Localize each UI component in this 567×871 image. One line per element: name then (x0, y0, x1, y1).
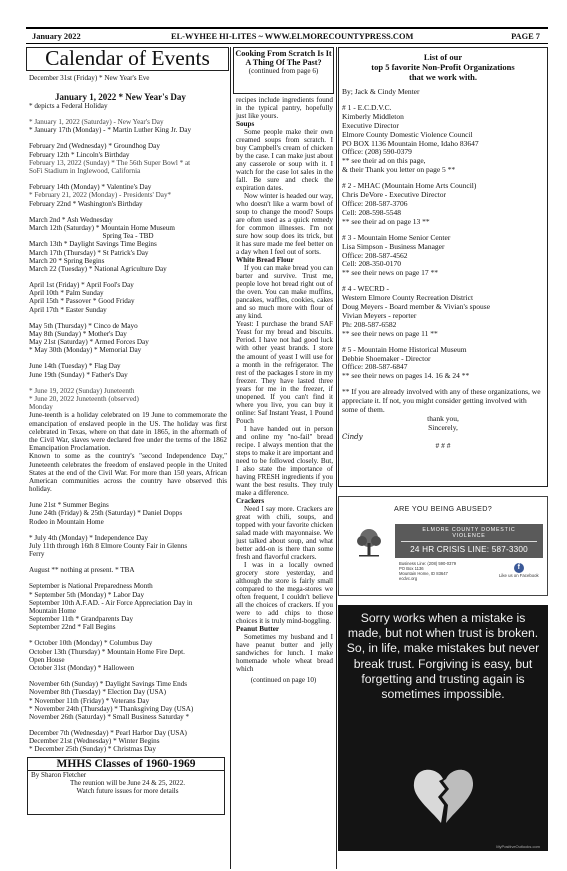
continued-on: (continued on page 10) (250, 676, 317, 685)
calendar-entry: March 12th (Saturday) * Mountain Home Museum (29, 223, 175, 232)
calendar-entry: June 14th (Tuesday) * Flag Day (29, 362, 121, 371)
column-divider (336, 47, 337, 869)
nonprofit-entry: Debbie Shoemaker - Director (342, 353, 431, 363)
address: Mountain Home, ID 83647 (399, 571, 448, 576)
org-name: ELMORE COUNTY DOMESTIC (422, 527, 516, 533)
right-column (338, 47, 548, 871)
nonprofit-entry: Executive Director (342, 120, 399, 130)
calendar-entry: May 21st (Saturday) * Armed Forces Day (29, 338, 149, 347)
calendar-entry: April 1st (Friday) * April Fool's Day (29, 281, 134, 289)
facebook-icon: f (514, 563, 524, 573)
calendar-entry: * June 20, 2022 Juneteenth (observed) (29, 394, 139, 403)
nonprofit-entry: ** see their ad on this page, (342, 156, 426, 166)
calendar-entry: * October 10th (Monday) * Columbus Day (29, 639, 153, 648)
calendar-entry: * January 1, 2022 (Saturday) - New Year's Day (29, 118, 164, 127)
nonprofit-entry: # # # (435, 440, 451, 450)
spacer (29, 721, 227, 729)
article-paragraph: Now winter is headed our way, who doesn't like a warm bowl of soup to change the mood? Soups are often used as a quick remedy for common illnesses. I'm not sure how soup does its trick, but it has sure made me feel better on a day when I feel out of sorts. (236, 192, 333, 257)
nonprofit-entry: Cell: 208-598-5548 (342, 207, 401, 217)
nonprofit-entry: Lisa Simpson - Business Manager (342, 241, 445, 251)
column-divider (230, 47, 231, 869)
calendar-entry: June 19th (Sunday) * Father's Day (29, 370, 128, 379)
nonprofit-entry: ** see their news on page 11 ** (342, 328, 438, 338)
spacer (29, 135, 227, 143)
mhhs-line: The reunion will be June 24 & 25, 2022. (69, 778, 186, 787)
nonprofit-title: that we work with. (409, 72, 477, 82)
calendar-entry: December 31st (Friday) * New Year's Eve (29, 74, 150, 82)
nonprofit-entry: Doug Meyers - Board member & Vivian's spouse (342, 302, 491, 312)
calendar-entry: May 8th (Sunday) * Mother's Day (29, 329, 127, 338)
nonprofit-title: top 5 favorite Non-Profit Organizations (371, 62, 515, 72)
calendar-entry: Ferry (29, 550, 45, 559)
article-paragraph: Need I say more. Crackers are great with chili, soups, and topped with your favorite chicken salad made with mayonnaise. We just talked about soup, and what better add-on is there than some fresh and flavorful crackers. (236, 504, 333, 561)
nonprofit-entry: Office: 208-587-6847 (342, 362, 408, 372)
nonprofit-entry: Chris DeVore - Executive Director (342, 190, 446, 200)
calendar-entry: May 5th (Thursday) * Cinco de Mayo (29, 321, 138, 330)
calendar-entry: * February 21, 2022 (Monday) - Presidents' Day* (29, 191, 172, 200)
calendar-entry: Known to some as the country's "second Independence Day," Juneteenth celebrates the freedom of enslaved people in the United States at the end of the Civil War. For more than 150 years, African American communities across the country have observed this holiday. (29, 452, 227, 494)
calendar-entry: June 24th (Friday) & 25th (Saturday) * Daniel Dopps (29, 509, 183, 518)
nonprofit-byline: By; Jack & Cindy Menter (342, 87, 420, 96)
calendar-entry: January 1, 2022 * New Year's Day (55, 92, 186, 103)
nonprofit-entry: Cindy (342, 432, 363, 441)
nonprofit-entry: Kimberly Middleton (342, 111, 404, 121)
calendar-entry: November 6th (Sunday) * Daylight Savings Time Ends (29, 680, 188, 689)
nonprofit-list (342, 97, 544, 451)
calendar-title: Calendar of Events (26, 47, 229, 71)
spacer (29, 208, 227, 216)
nonprofit-entry: PO BOX 1136 Mountain Home, Idaho 83647 (342, 138, 479, 148)
spacer (29, 175, 227, 183)
nonprofit-entry: thank you, (427, 414, 459, 423)
nonprofit-entry: Vivian Meyers - reporter (342, 310, 417, 320)
calendar-entry: Mountain Home (29, 606, 77, 615)
spacer (29, 574, 227, 582)
continued-from: (continued from page 6) (248, 67, 319, 75)
cooking-column (233, 47, 334, 869)
nonprofit-entry: ** see their news on page 17 ** (342, 268, 439, 278)
facebook-block (499, 563, 539, 578)
calendar-entry: December 7th (Wednesday) * Pearl Harbor Day (USA) (29, 729, 187, 738)
calendar-entry: October 31st (Monday) * Halloween (29, 664, 135, 673)
calendar-entry: * November 24th (Thursday) * Thanksgiving Day (USA) (29, 704, 194, 713)
business-line: Business Line: (208) 590-0379 (399, 561, 457, 566)
calendar-entry: February 2nd (Wednesday) * Groundhog Day (29, 142, 160, 151)
tree-logo-icon (351, 525, 387, 561)
calendar-entry: * November 11th (Friday) * Veterans Day (29, 696, 150, 705)
calendar-entry: SoFi Stadium in Inglewood, California (29, 167, 141, 176)
calendar-entry: Open House (29, 655, 65, 664)
spacer (29, 314, 227, 322)
publication-title: EL-WYHEE HI-LITES ~ WWW.ELMORECOUNTYPRESS.COM (171, 32, 414, 41)
broken-heart-icon (410, 765, 476, 827)
issue-date: January 2022 (32, 32, 81, 41)
calendar-entry: March 20 * Spring Begins (29, 256, 105, 265)
nonprofit-entry: ** If you are already involved with any of these organizations, we appreciate it. If not, you might consider getting involved with some of them. (342, 387, 541, 415)
article-paragraph: Yeast: I purchase the brand SAF Yeast for my bread and biscuits. Period. I have not had good luck with other yeast brands. I store the amount of yeast I will use for a month in the refrigerator. The rest of the packages I store in my freezer. They have lasted three years for me in the freezer, if unopened. If you can't find it where you live, you can buy it online: Saf Instant Yeast, 1 Pound Pouch (236, 320, 333, 425)
spacer (29, 672, 227, 680)
calendar-column (26, 47, 229, 867)
calendar-entry: July 11th through 16th 8 Elmore County Fair in Glenns (29, 541, 188, 550)
mhhs-title: MHHS Classes of 1960-1969 (28, 758, 224, 771)
nonprofit-entry: Office: 208-587-3706 (342, 198, 408, 208)
org-name: VIOLENCE (401, 533, 537, 542)
nonprofit-entry: & their Thank you letter on page 5 ** (342, 165, 456, 175)
article-paragraph: I have handed out in person and online my "no-fail" bread recipe. I always mention that the steps to make it are important and need to be followed closely. But, I also state the importance of having FRESH ingredients if you want the best results. They truly make a difference. (236, 424, 333, 497)
calendar-entry: * June 19, 2022 (Sunday) Juneteenth (29, 386, 135, 395)
calendar-entry: Rodeo in Mountain Home (29, 517, 104, 526)
contact-info (399, 561, 456, 581)
nonprofit-entry: Office: 208-587-4562 (342, 250, 408, 260)
article-paragraph: I was in a locally owned grocery store yesterday, and although the store is fairly small compared to the mega-stores we often frequent, I couldn't believe all the choices of crackers. If you were to add chips to those choices it is truly mind-boggling. (236, 560, 333, 626)
mhhs-reunion-box (27, 757, 225, 815)
calendar-entry: * January 17th (Monday) - * Martin Luther King Jr. Day (29, 126, 192, 135)
calendar-entry: March 2nd * Ash Wednesday (29, 215, 113, 224)
page-header (26, 27, 548, 44)
article-paragraph: Soups (236, 120, 255, 129)
calendar-entry: April 17th * Easter Sunday (29, 305, 107, 314)
calendar-entry: * July 4th (Monday) * Independence Day (29, 533, 148, 542)
calendar-entry: April 15th * Passover * Good Friday (29, 297, 135, 306)
nonprofit-entry: # 5 - Mountain Home Historical Museum (342, 344, 467, 354)
calendar-entry: * depicts a Federal Holiday (29, 102, 108, 111)
cooking-article-body (233, 94, 334, 673)
spacer (29, 82, 227, 90)
calendar-entry: September 11th * Grandparents Day (29, 615, 134, 624)
calendar-entry: February 22nd * Washington's Birthday (29, 199, 143, 208)
spacer (29, 273, 227, 281)
calendar-entry: October 13th (Thursday) * Mountain Home Fire Dept. (29, 647, 185, 656)
nonprofit-entry: Sincerely, (428, 422, 458, 432)
spacer (29, 355, 227, 363)
trust-quote-ad (338, 605, 548, 851)
calendar-entry: March 22 (Tuesday) * National Agriculture Day (29, 264, 167, 273)
calendar-entry: November 26th (Saturday) * Small Business Saturday * (29, 712, 190, 721)
calendar-list (26, 74, 229, 754)
calendar-entry: June-teenth is a holiday celebrated on 19 June to commemorate the emancipation of enslaved people in the US. The holiday was first celebrated in Texas, where on that date in 1865, in the aftermath of the Civil War, slaves were declared free under the terms of the 1862 Emancipation Proclamation. (29, 411, 227, 453)
calendar-entry: August ** nothing at present. * TBA (29, 566, 135, 575)
article-paragraph: White Bread Flour (236, 256, 294, 265)
spacer (29, 493, 227, 501)
crisis-banner (395, 524, 543, 558)
nonprofit-entry: # 4 - WECRD - (342, 284, 389, 294)
article-paragraph: If you can make bread you can barter and survive. Trust me, people love hot bread right out of the oven. You can make muffins, pancakes, waffles, cookies, cakes and so much more with flour of any kind. (236, 264, 333, 321)
spacer (29, 110, 227, 118)
nonprofit-entry: Office: (208) 590-0379 (342, 147, 412, 157)
article-paragraph: Sometimes my husband and I have peanut butter and jelly sandwiches for lunch. I make homemade whole wheat bread which (236, 633, 333, 674)
calendar-entry: * September 5th (Monday) * Labor Day (29, 590, 145, 599)
nonprofit-entry: Cell: 208-350-0170 (342, 259, 401, 269)
article-paragraph: Crackers (236, 496, 265, 505)
spacer (29, 379, 227, 387)
nonprofit-entry: Ph: 208-587-6582 (342, 319, 397, 329)
nonprofit-entry: # 3 - Mountain Home Senior Center (342, 232, 451, 242)
calendar-entry: February 12th * Lincoln's Birthday (29, 150, 130, 159)
calendar-entry: September is National Preparedness Month (29, 582, 153, 591)
calendar-entry: April 10th * Palm Sunday (29, 289, 104, 298)
page-number: PAGE 7 (511, 32, 540, 41)
nonprofit-entry: Elmore County Domestic Violence Council (342, 129, 473, 139)
cooking-title: Cooking From Scratch Is It A Thing Of The Past? (235, 49, 332, 67)
calendar-entry: February 14th (Monday) * Valentine's Day (29, 183, 152, 192)
website: ecdvc.org (399, 576, 418, 581)
calendar-entry: Monday (29, 403, 53, 412)
ad-question: ARE YOU BEING ABUSED? (393, 504, 493, 513)
quote-source: MyPositiveOutlooks.com (496, 844, 540, 849)
quote-text: Sorry works when a mistake is made, but not when trust is broken. So, in life, make mistakes but never break trust. Forgiving is easy, but forgetting and trusting again is sometimes impossible. (346, 611, 540, 702)
nonprofit-box (338, 47, 548, 487)
calendar-entry: * May 30th (Monday) * Memorial Day (29, 346, 142, 355)
mhhs-byline: By Sharon Fletcher (31, 770, 87, 779)
article-paragraph: Some people make their own creamed soups from scratch. I buy Campbell's cream of chicken by the case. I can make just about any casserole or soup with it. I watch for the case lot sales in the fall. Be sure and check the expiration dates. (236, 128, 333, 193)
po-box: PO Box 1136 (399, 566, 424, 571)
domestic-violence-ad (338, 496, 548, 596)
article-paragraph: Peanut Butter (236, 625, 280, 634)
spacer (29, 632, 227, 640)
calendar-entry: March 13th * Daylight Savings Time Begins (29, 240, 157, 249)
calendar-entry: Spring Tea - TBD (102, 232, 154, 241)
calendar-entry: February 13, 2022 (Sunday) * The 56th Super Bowl * at (29, 158, 191, 167)
nonprofit-entry: Western Elmore County Recreation District (342, 293, 474, 303)
calendar-entry: June 21st * Summer Begins (29, 501, 109, 510)
nonprofit-entry: # 2 - MHAC (Mountain Home Arts Council) (342, 181, 477, 191)
nonprofit-entry: # 1 - E.C.D.V.C. (342, 102, 392, 112)
facebook-label: Like us on Facebook (499, 573, 539, 578)
calendar-entry: September 10th A.F.AD. - Air Force Appreciation Day in (29, 598, 193, 607)
calendar-entry: September 22nd * Fall Begins (29, 623, 116, 632)
calendar-entry: * December 25th (Sunday) * Christmas Day (29, 745, 156, 754)
spacer (29, 558, 227, 566)
cooking-headline-box (233, 47, 334, 94)
calendar-entry: March 17th (Thursday) * St Patrick's Day (29, 248, 149, 257)
nonprofit-entry: ** see their ad on page 13 ** (342, 216, 430, 226)
mhhs-line: Watch future issues for more details (76, 786, 179, 795)
nonprofit-title: List of our (423, 52, 463, 62)
crisis-line: 24 HR CRISIS LINE: 587-3300 (410, 545, 528, 554)
calendar-entry: December 21st (Wednesday) * Winter Begins (29, 737, 160, 746)
calendar-entry: November 8th (Tuesday) * Election Day (USA) (29, 688, 166, 697)
nonprofit-entry: ** see their news on pages 14. 16 & 24 ** (342, 371, 470, 381)
article-paragraph: recipes include ingredients found in the typical pantry, hopefully just like yours. (236, 96, 333, 121)
spacer (29, 526, 227, 534)
